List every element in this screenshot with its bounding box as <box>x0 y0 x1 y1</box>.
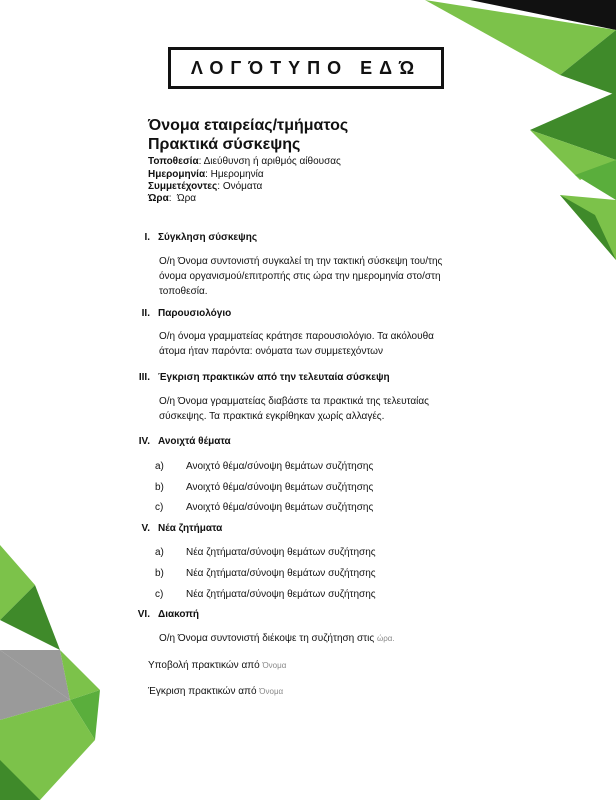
date-label: Ημερομηνία <box>148 169 206 180</box>
section-title: Σύγκληση σύσκεψης <box>158 232 258 243</box>
section-number: V. <box>141 523 150 534</box>
approved-value: Όνομα <box>259 687 284 696</box>
section-title: Ανοιχτά θέματα <box>158 436 231 447</box>
attendees-label: Συμμετέχοντες <box>148 181 218 192</box>
list-marker: c) <box>155 502 164 513</box>
submitted-value: Όνομα <box>262 661 287 670</box>
location-label: Τοποθεσία <box>148 156 199 167</box>
section-number: VI. <box>137 609 150 620</box>
location-value: Διεύθυνση ή αριθμός αίθουσας <box>203 156 341 167</box>
submitted-by-line <box>148 659 286 672</box>
approved-by-line <box>148 685 283 698</box>
section-number: I. <box>144 232 150 243</box>
section-paragraph <box>159 394 489 424</box>
list-item-text: Ανοιχτό θέμα/σύνοψη θεμάτων συζήτησης <box>186 461 374 472</box>
logo-placeholder <box>168 47 444 89</box>
section-title: Παρουσιολόγιο <box>158 308 232 319</box>
date-line: Ημερομηνία: Ημερομηνία <box>148 169 264 180</box>
date-value: Ημερομηνία <box>210 169 264 180</box>
list-item-text: Ανοιχτό θέμα/σύνοψη θεμάτων συζήτησης <box>186 502 374 513</box>
list-marker: c) <box>155 589 164 600</box>
attendees-value: Ονόματα <box>222 181 263 192</box>
page-title: Πρακτικά σύσκεψης <box>148 136 301 153</box>
closing-text: Ο/η Όνομα συντονιστή διέκοψε τη συζήτηση στις <box>159 633 375 644</box>
section-title: Έγκριση πρακτικών από την τελευταία σύσκεψη <box>158 372 390 383</box>
paragraph-line: όνομα οργανισμού/επιτροπής στις ώρα την ημερομηνία στο/στη <box>159 271 441 282</box>
paragraph-line: Ο/η όνομα γραμματείας κράτησε παρουσιολόγιο. Τα ακόλουθα <box>159 331 434 342</box>
time-value: Ώρα <box>177 193 197 204</box>
paragraph-line: Ο/η Όνομα γραμματείας διαβάστε τα πρακτικά της τελευταίας <box>159 396 429 407</box>
section-number: II. <box>141 308 150 319</box>
section-title: Νέα ζητήματα <box>158 523 223 534</box>
location-line: Τοποθεσία: Διεύθυνση ή αριθμός αίθουσας <box>148 156 341 167</box>
time-label: Ώρα <box>148 193 169 204</box>
list-item-text: Νέα ζητήματα/σύνοψη θεμάτων συζήτησης <box>186 547 376 558</box>
paragraph-line: άτομα ήταν παρόντα: ονόματα των συμμετεχόντων <box>159 346 383 357</box>
closing-time: ώρα. <box>376 634 395 643</box>
paragraph-line: Ο/η Όνομα συντονιστή συγκαλεί τη την τακτική σύσκεψη του/της <box>159 256 443 267</box>
submitted-label: Υποβολή πρακτικών από <box>148 660 260 671</box>
logo-text: ΛΟΓΌΤΥΠΟ ΕΔΏ <box>190 57 422 78</box>
section-number: IV. <box>138 436 150 447</box>
section-number: III. <box>138 372 150 383</box>
list-marker: a) <box>155 547 164 558</box>
paragraph-line: σύσκεψης. Τα πρακτικά εγκρίθηκαν χωρίς αλλαγές. <box>159 411 385 422</box>
list-item-text: Νέα ζητήματα/σύνοψη θεμάτων συζήτησης <box>186 568 376 579</box>
paragraph-line: τοποθεσία. <box>159 286 208 297</box>
approved-label: Έγκριση πρακτικών από <box>148 686 257 697</box>
list-marker: a) <box>155 461 164 472</box>
time-line: Ώρα: Ώρα <box>148 193 197 204</box>
list-item-text: Ανοιχτό θέμα/σύνοψη θεμάτων συζήτησης <box>186 482 374 493</box>
section-title: Διακοπή <box>158 609 199 620</box>
list-marker: b) <box>155 482 164 493</box>
list-item-text: Νέα ζητήματα/σύνοψη θεμάτων συζήτησης <box>186 589 376 600</box>
closing-line <box>159 632 395 645</box>
company-name: Όνομα εταιρείας/τμήματος <box>148 117 349 134</box>
attendees-line: Συμμετέχοντες: Ονόματα <box>148 181 263 192</box>
list-marker: b) <box>155 568 164 579</box>
section-paragraph <box>159 254 489 299</box>
section-paragraph <box>159 329 489 359</box>
